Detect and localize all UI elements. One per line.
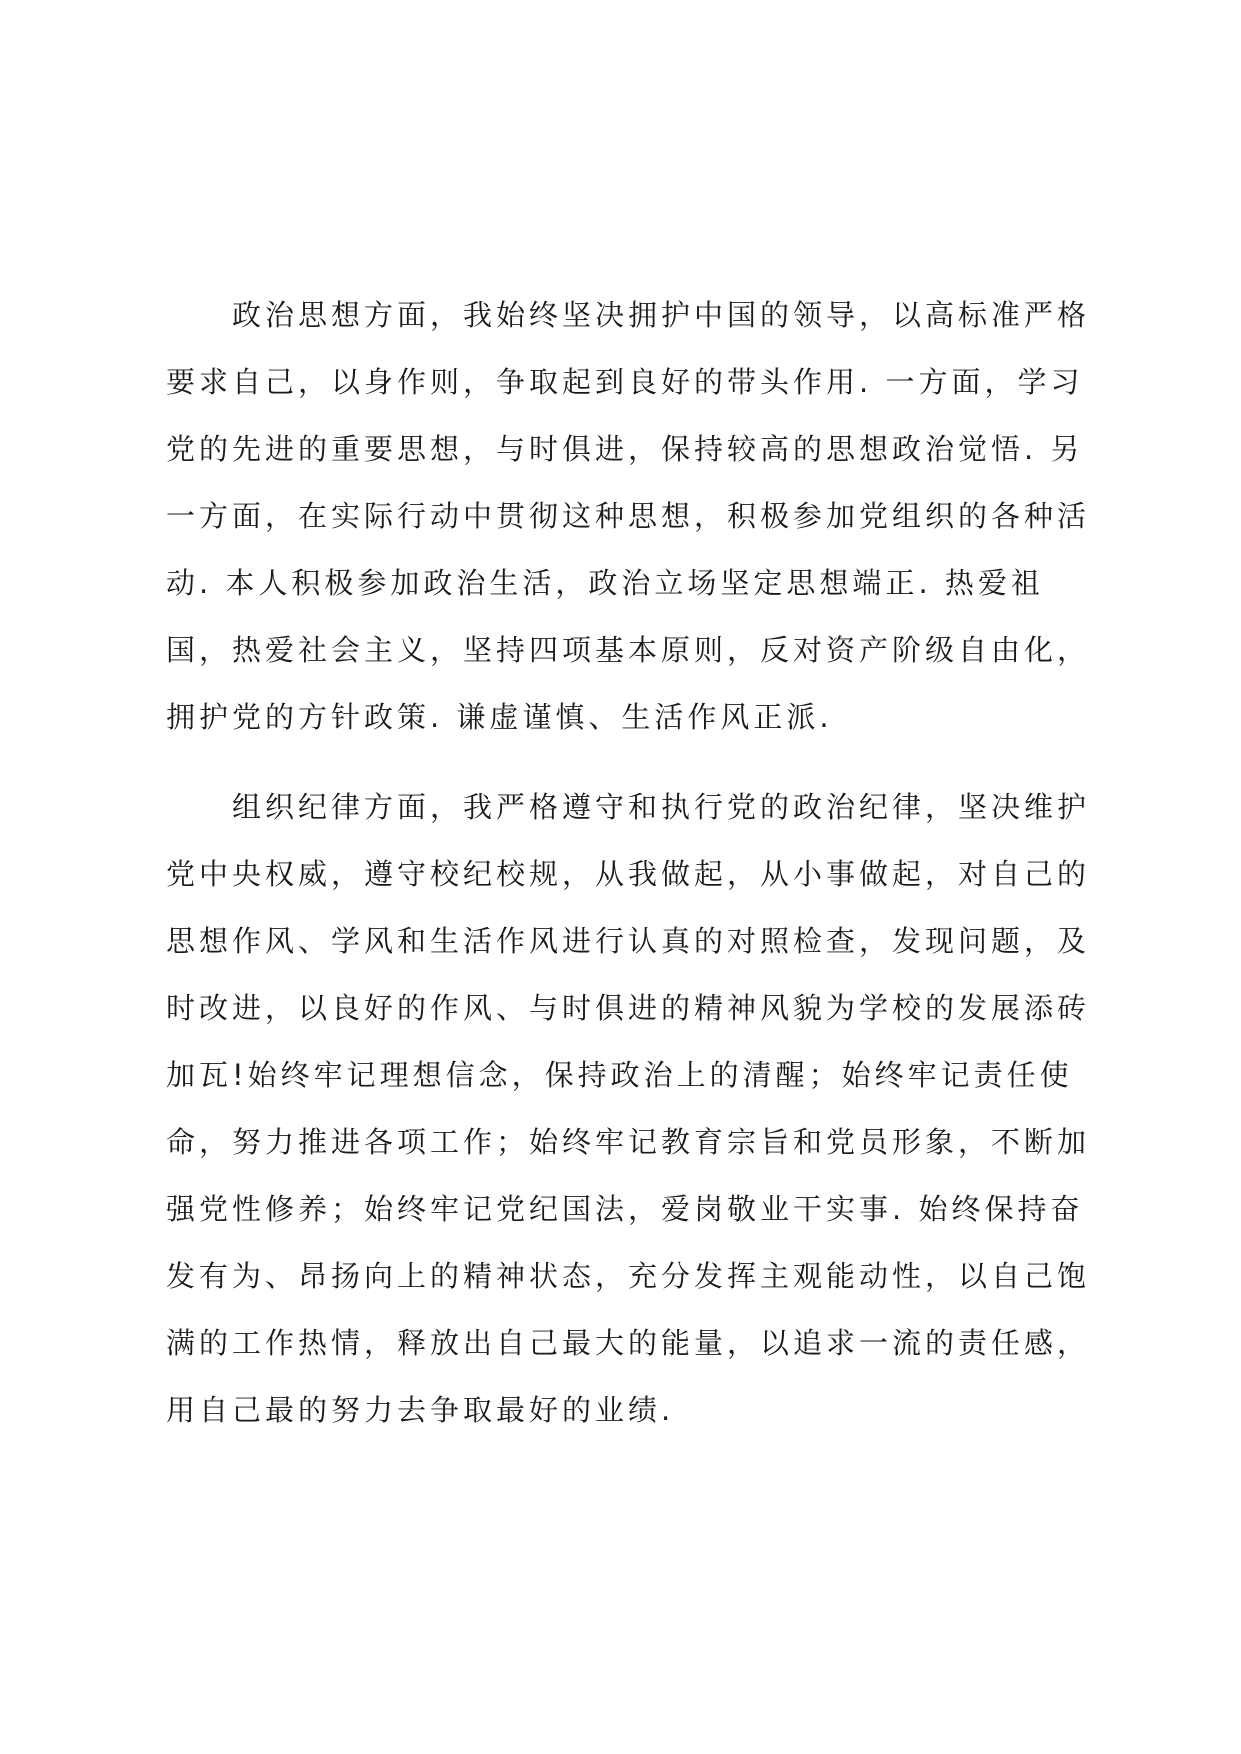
text-line: 满的工作热情，释放出自己最大的能量，以追求一流的责任感， <box>166 1326 1091 1360</box>
text-line: 强党性修养；始终牢记党纪国法，爱岗敬业干实事. 始终保持奋 <box>166 1192 1084 1226</box>
text-line: 政治思想方面，我始终坚决拥护中国的领导，以高标准严格 <box>232 298 1091 332</box>
text-line: 组织纪律方面，我严格遵守和执行党的政治纪律，坚决维护 <box>232 790 1091 824</box>
text-line: 加瓦!始终牢记理想信念，保持政治上的清醒；始终牢记责任使 <box>166 1058 1073 1092</box>
text-line: 用自己最的努力去争取最好的业绩. <box>166 1393 675 1427</box>
text-line: 时改进，以良好的作风、与时俱进的精神风貌为学校的发展添砖 <box>166 991 1091 1025</box>
text-line: 命，努力推进各项工作；始终牢记教育宗旨和党员形象，不断加 <box>166 1125 1091 1159</box>
text-line: 要求自己，以身作则，争取起到良好的带头作用. 一方面，学习 <box>166 365 1084 399</box>
text-line: 一方面，在实际行动中贯彻这种思想，积极参加党组织的各种活 <box>166 499 1091 533</box>
text-line: 拥护党的方针政策. 谦虚谨慎、生活作风正派. <box>166 700 833 734</box>
text-line: 发有为、昂扬向上的精神状态，充分发挥主观能动性，以自己饱 <box>166 1259 1091 1293</box>
text-line: 思想作风、学风和生活作风进行认真的对照检查，发现问题，及 <box>166 924 1091 958</box>
text-line: 国，热爱社会主义，坚持四项基本原则，反对资产阶级自由化， <box>166 633 1091 667</box>
text-line: 党中央权威，遵守校纪校规，从我做起，从小事做起，对自己的 <box>166 857 1091 891</box>
paragraph-political-thought <box>166 282 1090 751</box>
text-line: 党的先进的重要思想，与时俱进，保持较高的思想政治觉悟. 另 <box>166 432 1084 466</box>
text-line: 动. 本人积极参加政治生活，政治立场坚定思想端正. 热爱祖 <box>166 566 1044 600</box>
paragraph-organizational-discipline <box>166 774 1090 1444</box>
